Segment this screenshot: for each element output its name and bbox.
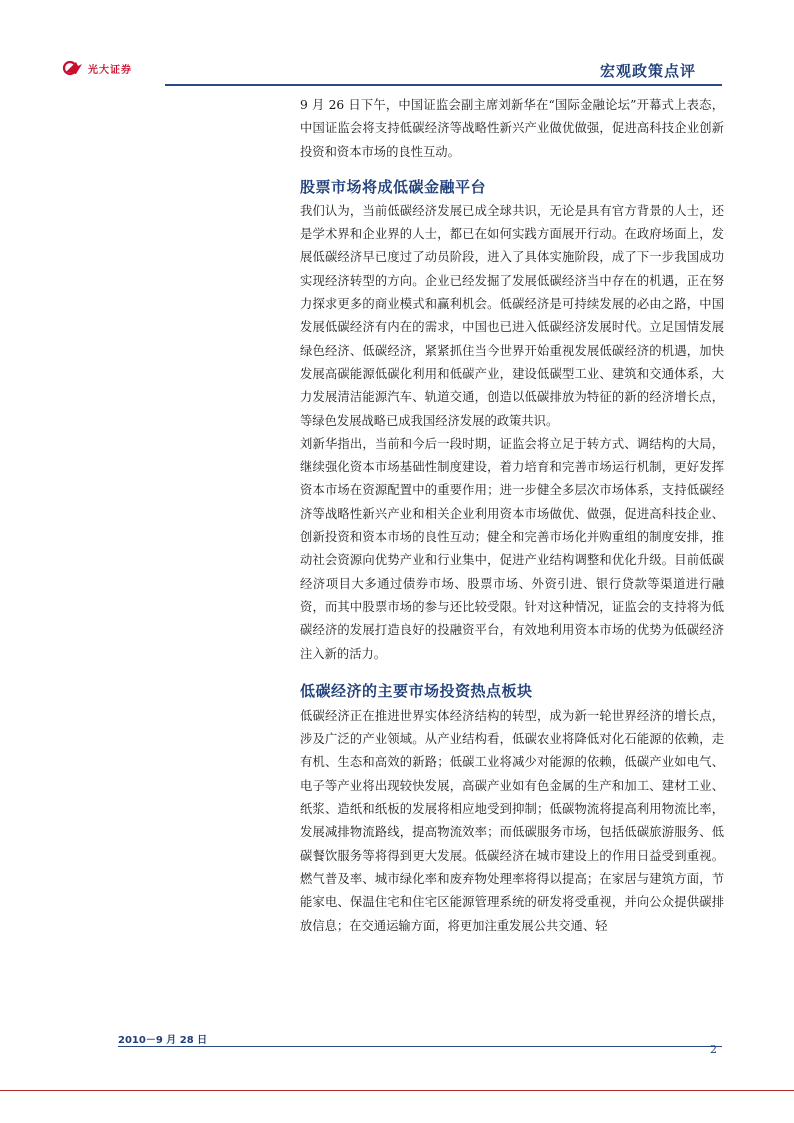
footer-date: 2010－9 月 28 日 bbox=[118, 1035, 208, 1046]
header-rule bbox=[165, 84, 722, 86]
section-heading-stock-market: 股票市场将成低碳金融平台 bbox=[300, 177, 487, 196]
logo-text: 光大证券 bbox=[88, 64, 132, 76]
intro-paragraph: 9 月 26 日下午，中国证监会副主席刘新华在“国际金融论坛”开幕式上表态，中国证监会将支持低碳经济等战略性新兴产业做优做强，促进高科技企业创新投资和资本市场的良性互动。 bbox=[300, 98, 724, 159]
report-type-title: 宏观政策点评 bbox=[599, 62, 696, 80]
bottom-rule bbox=[0, 1090, 794, 1091]
logo bbox=[62, 56, 152, 80]
section2-paragraph-1: 低碳经济正在推进世界实体经济结构的转型，成为新一轮世界经济的增长点，涉及广泛的产业领域。从产业结构看，低碳农业将降低对化石能源的依赖，走有机、生态和高效的新路；低碳工业将减少对能源的依赖，低碳产业如电气、电子等产业将出现较快发展，高碳产业如有色金属的生产和加工、建材工业、纸浆、造纸和纸板的发展将相应地受到抑制；低碳物流将提高利用物流比率，发展减排物流路线，提高物流效率；而低碳服务市场，包括低碳旅游服务、低碳餐饮服务等将得到更大发展。低碳经济在城市建设上的作用日益受到重视。燃气普及率、城市绿化率和废弃物处理率将得以提高；在家居与建筑方面，节能家电、保温住宅和住宅区能源管理系统的研发将受重视，并向公众提供碳排放信息；在交通运输方面，将更加注重发展公共交通、轻 bbox=[300, 708, 724, 933]
footer-rule bbox=[118, 1046, 722, 1047]
logo-icon bbox=[62, 58, 84, 78]
page-number: 2 bbox=[710, 1043, 717, 1056]
main-content bbox=[300, 94, 724, 938]
section1-paragraph-1: 我们认为，当前低碳经济发展已成全球共识，无论是具有官方背景的人士，还是学术界和企业界的人士，都已在如何实践方面展开行动。在政府场面上，发展低碳经济早已度过了动员阶段，进入了具体实施阶段，成了下一步我国成功实现经济转型的方向。企业已经发掘了发展低碳经济当中存在的机遇，正在努力探求更多的商业模式和赢利机会。低碳经济是可持续发展的必由之路，中国发展低碳经济有内在的需求，中国也已进入低碳经济发展时代。立足国情发展绿色经济、低碳经济，紧紧抓住当今世界开始重视发展低碳经济的机遇，加快发展高碳能源低碳化利用和低碳产业，建设低碳型工业、建筑和交通体系，大力发展清洁能源汽车、轨道交通，创造以低碳排放为特征的新的经济增长点，等绿色发展战略已成我国经济发展的政策共识。 bbox=[300, 203, 724, 428]
page-header bbox=[0, 0, 794, 90]
section-heading-investment-sectors: 低碳经济的主要市场投资热点板块 bbox=[300, 681, 533, 700]
section1-paragraph-2: 刘新华指出，当前和今后一段时期，证监会将立足于转方式、调结构的大局，继续强化资本市场基础性制度建设，着力培育和完善市场运行机制，更好发挥资本市场在资源配置中的重要作用；进一步健全多层次市场体系，支持低碳经济等战略性新兴产业和相关企业利用资本市场做优、做强，促进高科技企业、创新投资和资本市场的良性互动；健全和完善市场化并购重组的制度安排，推动社会资源向优势产业和行业集中，促进产业结构调整和优化升级。目前低碳经济项目大多通过债券市场、股票市场、外资引进、银行贷款等渠道进行融资，而其中股票市场的参与还比较受限。针对这种情况，证监会的支持将为低碳经济的发展打造良好的投融资平台，有效地利用资本市场的优势为低碳经济注入新的活力。 bbox=[300, 436, 724, 661]
